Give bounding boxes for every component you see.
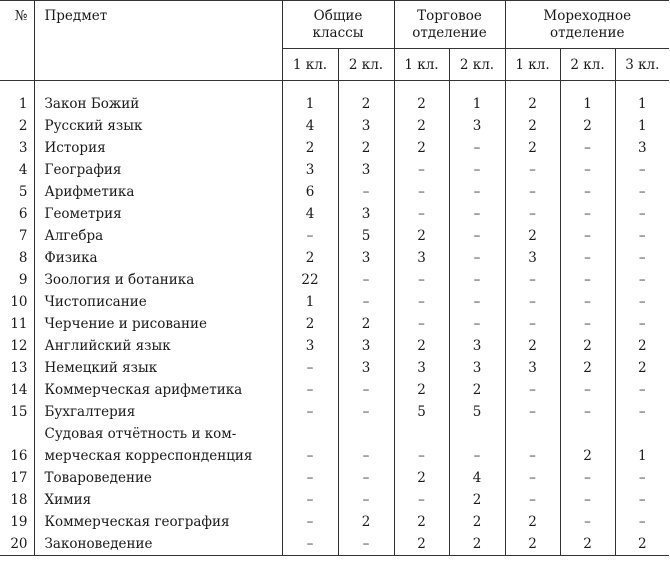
table-row <box>0 81 669 116</box>
hours-cell: 1 <box>449 81 505 116</box>
hours-cell: 22 <box>282 269 338 291</box>
hours-cell: – <box>505 291 560 313</box>
table-row <box>0 401 669 423</box>
hours-cell: – <box>338 181 394 203</box>
subject-line: Товароведение <box>44 470 152 486</box>
row-number: 6 <box>0 203 34 225</box>
hours-cell: – <box>282 467 338 489</box>
hours-cell: 4 <box>282 115 338 137</box>
hours-cell: – <box>638 250 646 266</box>
hours-cell: – <box>449 269 505 291</box>
hours-cell: 2 <box>637 338 647 354</box>
hours-cell: 2 <box>637 360 647 376</box>
hours-cell: – <box>638 206 646 222</box>
hours-cell: 2 <box>394 225 449 247</box>
hours-cell: 2 <box>449 489 505 511</box>
header-class: 1 кл. <box>505 49 560 81</box>
subject-line: Судовая отчётность и ком- <box>44 426 237 442</box>
table-row <box>0 159 669 181</box>
hours-cell: 2 <box>505 533 560 556</box>
subject-name <box>34 357 282 379</box>
hours-cell: 1 <box>282 81 338 116</box>
subject-name <box>34 115 282 137</box>
hours-cell: – <box>449 203 505 225</box>
row-number: 7 <box>0 225 34 247</box>
hours-cell: 3 <box>282 159 338 181</box>
row-number: 2 <box>0 115 34 137</box>
table-row <box>0 467 669 489</box>
hours-cell: – <box>338 291 394 313</box>
subject-name <box>34 203 282 225</box>
subject-line: Алгебра <box>44 228 104 244</box>
subject-line: Черчение и рисование <box>44 316 208 332</box>
hours-cell: 4 <box>282 203 338 225</box>
hours-cell: – <box>449 313 505 335</box>
hours-cell: – <box>282 533 338 556</box>
hours-cell: – <box>638 184 646 200</box>
hours-cell: – <box>282 379 338 401</box>
hours-cell: – <box>394 291 449 313</box>
hours-cell: 2 <box>505 81 560 116</box>
hours-cell: – <box>638 492 646 508</box>
table-row <box>0 379 669 401</box>
hours-cell: 2 <box>505 115 560 137</box>
subject-name <box>34 313 282 335</box>
table-row <box>0 357 669 379</box>
header-class: 3 кл. <box>615 49 669 81</box>
hours-cell: 2 <box>560 423 615 467</box>
hours-cell: – <box>560 247 615 269</box>
subject-name <box>34 81 282 116</box>
header-class: 2 кл. <box>449 49 505 81</box>
row-number: 11 <box>0 313 34 335</box>
hours-cell: 2 <box>394 379 449 401</box>
subject-line: Чистописание <box>44 294 147 310</box>
hours-cell: 3 <box>505 357 560 379</box>
hours-cell: 2 <box>449 533 505 556</box>
hours-cell: 3 <box>394 357 449 379</box>
table-row <box>0 291 669 313</box>
header-num: № <box>0 1 34 81</box>
hours-cell: 1 <box>637 448 647 464</box>
hours-cell: 2 <box>505 137 560 159</box>
subject-line: Зоология и ботаника <box>44 272 195 288</box>
hours-cell: – <box>560 225 615 247</box>
hours-cell: 3 <box>449 115 505 137</box>
hours-cell: 2 <box>394 511 449 533</box>
hours-cell: – <box>282 511 338 533</box>
hours-cell: 2 <box>505 511 560 533</box>
table-row <box>0 313 669 335</box>
hours-cell: – <box>338 533 394 556</box>
hours-cell: – <box>560 401 615 423</box>
subject-line: История <box>44 140 106 156</box>
hours-cell: – <box>560 511 615 533</box>
hours-cell: 4 <box>449 467 505 489</box>
row-number: 13 <box>0 357 34 379</box>
hours-cell: 5 <box>394 401 449 423</box>
subject-name <box>34 401 282 423</box>
header-subject: Предмет <box>34 1 282 81</box>
hours-cell: – <box>282 357 338 379</box>
subject-line: Химия <box>44 492 92 508</box>
hours-cell: 2 <box>338 511 394 533</box>
hours-cell: – <box>560 181 615 203</box>
hours-cell: – <box>638 294 646 310</box>
hours-cell: – <box>338 401 394 423</box>
hours-cell: – <box>638 316 646 332</box>
table-row <box>0 225 669 247</box>
subject-line: География <box>44 162 122 178</box>
subject-line: Коммерческая география <box>44 514 230 530</box>
hours-cell: – <box>505 159 560 181</box>
subject-name <box>34 511 282 533</box>
hours-cell: – <box>449 247 505 269</box>
subject-name <box>34 489 282 511</box>
hours-cell: 6 <box>282 181 338 203</box>
hours-cell: – <box>449 423 505 467</box>
hours-cell: 2 <box>282 247 338 269</box>
hours-cell: – <box>560 313 615 335</box>
table-row <box>0 247 669 269</box>
row-number: 12 <box>0 335 34 357</box>
subject-name <box>34 335 282 357</box>
hours-cell: – <box>638 228 646 244</box>
hours-cell: 2 <box>449 379 505 401</box>
row-number: 9 <box>0 269 34 291</box>
hours-cell: 3 <box>338 247 394 269</box>
hours-cell: 5 <box>338 225 394 247</box>
row-number: 14 <box>0 379 34 401</box>
header-group-maritime: Мореходное отделение <box>505 1 669 49</box>
subject-name <box>34 533 282 556</box>
hours-cell: – <box>449 225 505 247</box>
subject-line: Английский язык <box>44 338 171 354</box>
hours-cell: 3 <box>505 247 560 269</box>
hours-cell: 3 <box>282 335 338 357</box>
table-row <box>0 533 669 556</box>
hours-cell: – <box>338 379 394 401</box>
hours-cell: – <box>638 162 646 178</box>
hours-cell: 3 <box>637 140 647 156</box>
hours-cell: – <box>394 203 449 225</box>
hours-cell: 3 <box>338 335 394 357</box>
hours-cell: – <box>394 313 449 335</box>
hours-cell: – <box>505 203 560 225</box>
hours-cell: 1 <box>560 81 615 116</box>
hours-cell: 2 <box>505 335 560 357</box>
hours-cell: 1 <box>637 118 647 134</box>
hours-cell: 2 <box>282 313 338 335</box>
hours-cell: – <box>505 423 560 467</box>
hours-cell: – <box>505 181 560 203</box>
hours-cell: – <box>282 423 338 467</box>
row-number: 8 <box>0 247 34 269</box>
hours-cell: 3 <box>338 357 394 379</box>
hours-cell: – <box>638 470 646 486</box>
subject-name <box>34 379 282 401</box>
hours-cell: 2 <box>560 335 615 357</box>
subject-line: Законоведение <box>44 536 153 552</box>
hours-cell: 3 <box>449 335 505 357</box>
hours-cell: 2 <box>505 225 560 247</box>
hours-cell: – <box>394 489 449 511</box>
table-row <box>0 423 669 467</box>
hours-cell: 2 <box>338 137 394 159</box>
hours-cell: 3 <box>338 203 394 225</box>
hours-cell: 2 <box>394 335 449 357</box>
hours-cell: – <box>638 272 646 288</box>
hours-cell: – <box>449 181 505 203</box>
hours-cell: – <box>394 181 449 203</box>
hours-cell: 2 <box>560 357 615 379</box>
subject-name <box>34 247 282 269</box>
subject-name <box>34 137 282 159</box>
hours-cell: – <box>505 489 560 511</box>
table-row <box>0 203 669 225</box>
hours-cell: – <box>505 467 560 489</box>
subject-line: Геометрия <box>44 206 122 222</box>
hours-cell: 2 <box>394 137 449 159</box>
row-number: 17 <box>0 467 34 489</box>
table-row <box>0 489 669 511</box>
hours-cell: 2 <box>560 533 615 556</box>
table-row <box>0 335 669 357</box>
hours-cell: – <box>394 269 449 291</box>
hours-cell: – <box>338 423 394 467</box>
hours-cell: – <box>338 467 394 489</box>
hours-cell: 2 <box>394 115 449 137</box>
subject-line: Коммерческая арифметика <box>44 382 243 398</box>
hours-cell: 2 <box>394 81 449 116</box>
hours-cell: – <box>505 401 560 423</box>
row-number: 4 <box>0 159 34 181</box>
hours-cell: – <box>560 203 615 225</box>
table-row <box>0 181 669 203</box>
row-number: 16 <box>0 423 34 467</box>
subject-line: Немецкий язык <box>44 360 158 376</box>
hours-cell: – <box>282 489 338 511</box>
subject-name <box>34 225 282 247</box>
subject-name <box>34 467 282 489</box>
row-number: 1 <box>0 81 34 116</box>
table-row <box>0 511 669 533</box>
hours-cell: 1 <box>282 291 338 313</box>
subject-line: Закон Божий <box>44 96 140 112</box>
hours-cell: – <box>560 159 615 181</box>
hours-cell: – <box>449 159 505 181</box>
hours-cell: 3 <box>338 159 394 181</box>
hours-cell: 2 <box>560 115 615 137</box>
hours-cell: – <box>560 269 615 291</box>
hours-cell: 2 <box>338 313 394 335</box>
hours-cell: – <box>449 291 505 313</box>
subject-line: мерческая корреспонденция <box>44 448 253 464</box>
row-number: 3 <box>0 137 34 159</box>
hours-cell: – <box>338 489 394 511</box>
hours-cell: 2 <box>338 81 394 116</box>
hours-cell: – <box>638 404 646 420</box>
subject-line: Бухгалтерия <box>44 404 136 420</box>
header-class: 1 кл. <box>394 49 449 81</box>
hours-cell: – <box>449 137 505 159</box>
hours-cell: – <box>282 401 338 423</box>
header-class: 1 кл. <box>282 49 338 81</box>
hours-cell: 2 <box>449 511 505 533</box>
row-number: 15 <box>0 401 34 423</box>
hours-cell: – <box>560 379 615 401</box>
header-class: 2 кл. <box>338 49 394 81</box>
hours-cell: – <box>560 489 615 511</box>
subject-name <box>34 423 282 467</box>
hours-cell: – <box>560 137 615 159</box>
hours-cell: 2 <box>615 533 669 556</box>
table-row <box>0 137 669 159</box>
header-class: 2 кл. <box>560 49 615 81</box>
hours-cell: 3 <box>394 247 449 269</box>
subject-name <box>34 159 282 181</box>
hours-cell: – <box>638 382 646 398</box>
hours-cell: 5 <box>449 401 505 423</box>
row-number: 10 <box>0 291 34 313</box>
hours-cell: 2 <box>394 533 449 556</box>
hours-cell: 1 <box>637 96 647 112</box>
header-group-trade: Торговое отделение <box>394 1 505 49</box>
subject-name <box>34 291 282 313</box>
row-number: 20 <box>0 533 34 556</box>
hours-cell: – <box>338 269 394 291</box>
subject-name <box>34 181 282 203</box>
hours-cell: – <box>560 467 615 489</box>
row-number: 5 <box>0 181 34 203</box>
hours-cell: 3 <box>338 115 394 137</box>
subject-line: Арифметика <box>44 184 135 200</box>
hours-cell: – <box>560 291 615 313</box>
row-number: 19 <box>0 511 34 533</box>
hours-cell: – <box>394 423 449 467</box>
hours-cell: 2 <box>282 137 338 159</box>
hours-cell: – <box>282 225 338 247</box>
hours-cell: – <box>505 313 560 335</box>
hours-cell: – <box>505 379 560 401</box>
hours-cell: – <box>394 159 449 181</box>
table-row <box>0 269 669 291</box>
hours-cell: – <box>505 269 560 291</box>
hours-cell: 3 <box>449 357 505 379</box>
table-row <box>0 115 669 137</box>
hours-cell: – <box>638 514 646 530</box>
header-group-general: Общие классы <box>282 1 394 49</box>
hours-cell: 2 <box>394 467 449 489</box>
row-number: 18 <box>0 489 34 511</box>
subject-name <box>34 269 282 291</box>
subject-line: Физика <box>44 250 98 266</box>
subject-line: Русский язык <box>44 118 143 134</box>
